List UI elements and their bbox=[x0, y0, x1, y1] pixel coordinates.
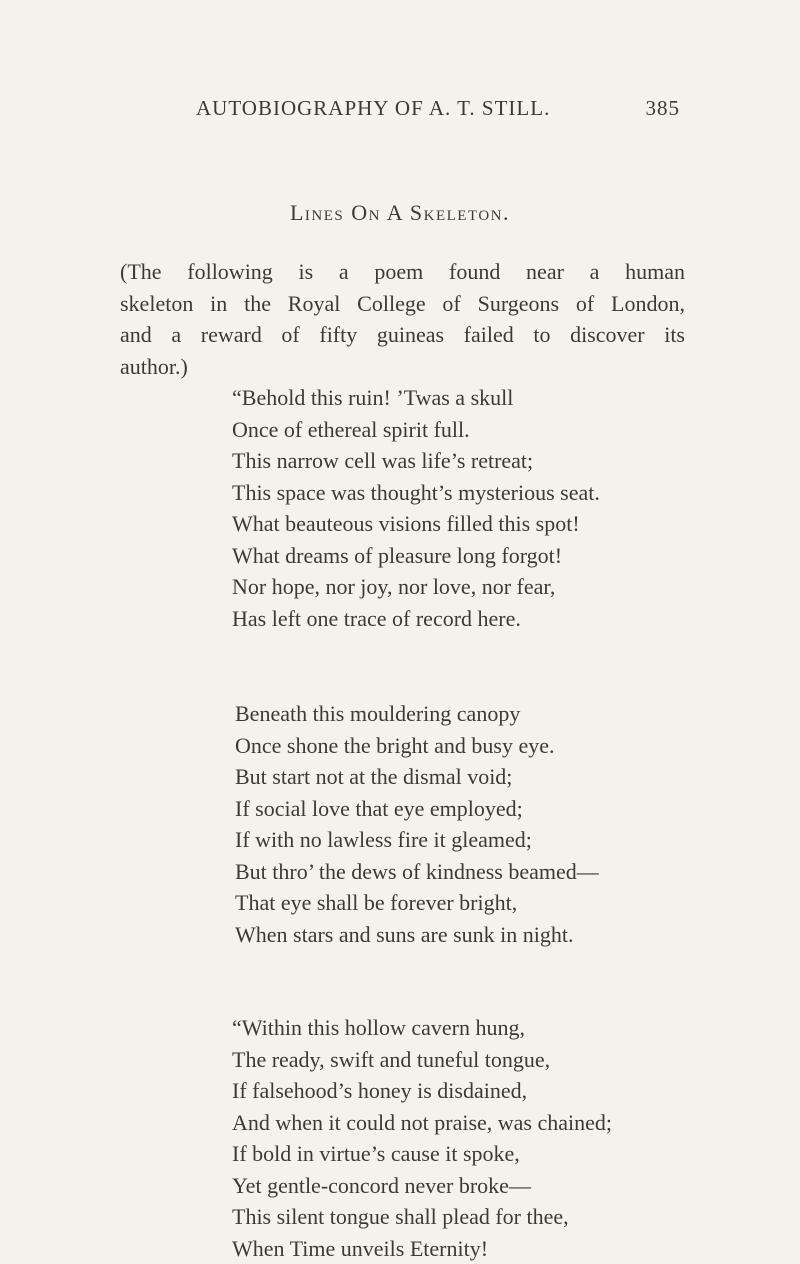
poem-line: Has left one trace of record here. bbox=[232, 603, 600, 635]
poem-line: But thro’ the dews of kindness beamed— bbox=[235, 856, 599, 888]
intro-line: and a reward of fifty guineas failed to discover its bbox=[120, 319, 685, 351]
poem-line: This space was thought’s mysterious seat. bbox=[232, 477, 600, 509]
poem-line: Beneath this mouldering canopy bbox=[235, 698, 599, 730]
poem-line: What beauteous visions filled this spot! bbox=[232, 508, 600, 540]
poem-line: That eye shall be forever bright, bbox=[235, 887, 599, 919]
poem-line: This silent tongue shall plead for thee, bbox=[232, 1201, 612, 1233]
stanza-2 bbox=[235, 698, 599, 950]
poem-line: If bold in virtue’s cause it spoke, bbox=[232, 1138, 612, 1170]
intro-line: author.) bbox=[120, 351, 685, 383]
running-head-title: AUTOBIOGRAPHY OF A. T. STILL. bbox=[196, 96, 550, 121]
poem-line: Once shone the bright and busy eye. bbox=[235, 730, 599, 762]
poem-line: Once of ethereal spirit full. bbox=[232, 414, 600, 446]
poem-title: Lines On A Skeleton. bbox=[0, 200, 800, 226]
stanza-1 bbox=[232, 382, 600, 634]
poem-line: What dreams of pleasure long forgot! bbox=[232, 540, 600, 572]
poem-line: But start not at the dismal void; bbox=[235, 761, 599, 793]
poem-line: The ready, swift and tuneful tongue, bbox=[232, 1044, 612, 1076]
poem-line: When Time unveils Eternity! bbox=[232, 1233, 612, 1264]
poem-line: Nor hope, nor joy, nor love, nor fear, bbox=[232, 571, 600, 603]
poem-line: Yet gentle-concord never broke— bbox=[232, 1170, 612, 1202]
intro-line: (The following is a poem found near a human bbox=[120, 256, 685, 288]
running-head bbox=[196, 96, 680, 126]
poem-line: When stars and suns are sunk in night. bbox=[235, 919, 599, 951]
poem-line: “Behold this ruin! ’Twas a skull bbox=[232, 382, 600, 414]
poem-line: This narrow cell was life’s retreat; bbox=[232, 445, 600, 477]
stanza-3 bbox=[232, 1012, 612, 1264]
poem-line: If with no lawless fire it gleamed; bbox=[235, 824, 599, 856]
intro-line: skeleton in the Royal College of Surgeons of London, bbox=[120, 288, 685, 320]
intro-paragraph bbox=[120, 256, 685, 382]
poem-line: If falsehood’s honey is disdained, bbox=[232, 1075, 612, 1107]
poem-line: If social love that eye employed; bbox=[235, 793, 599, 825]
poem-line: “Within this hollow cavern hung, bbox=[232, 1012, 612, 1044]
page-number: 385 bbox=[646, 96, 681, 121]
poem-line: And when it could not praise, was chained; bbox=[232, 1107, 612, 1139]
